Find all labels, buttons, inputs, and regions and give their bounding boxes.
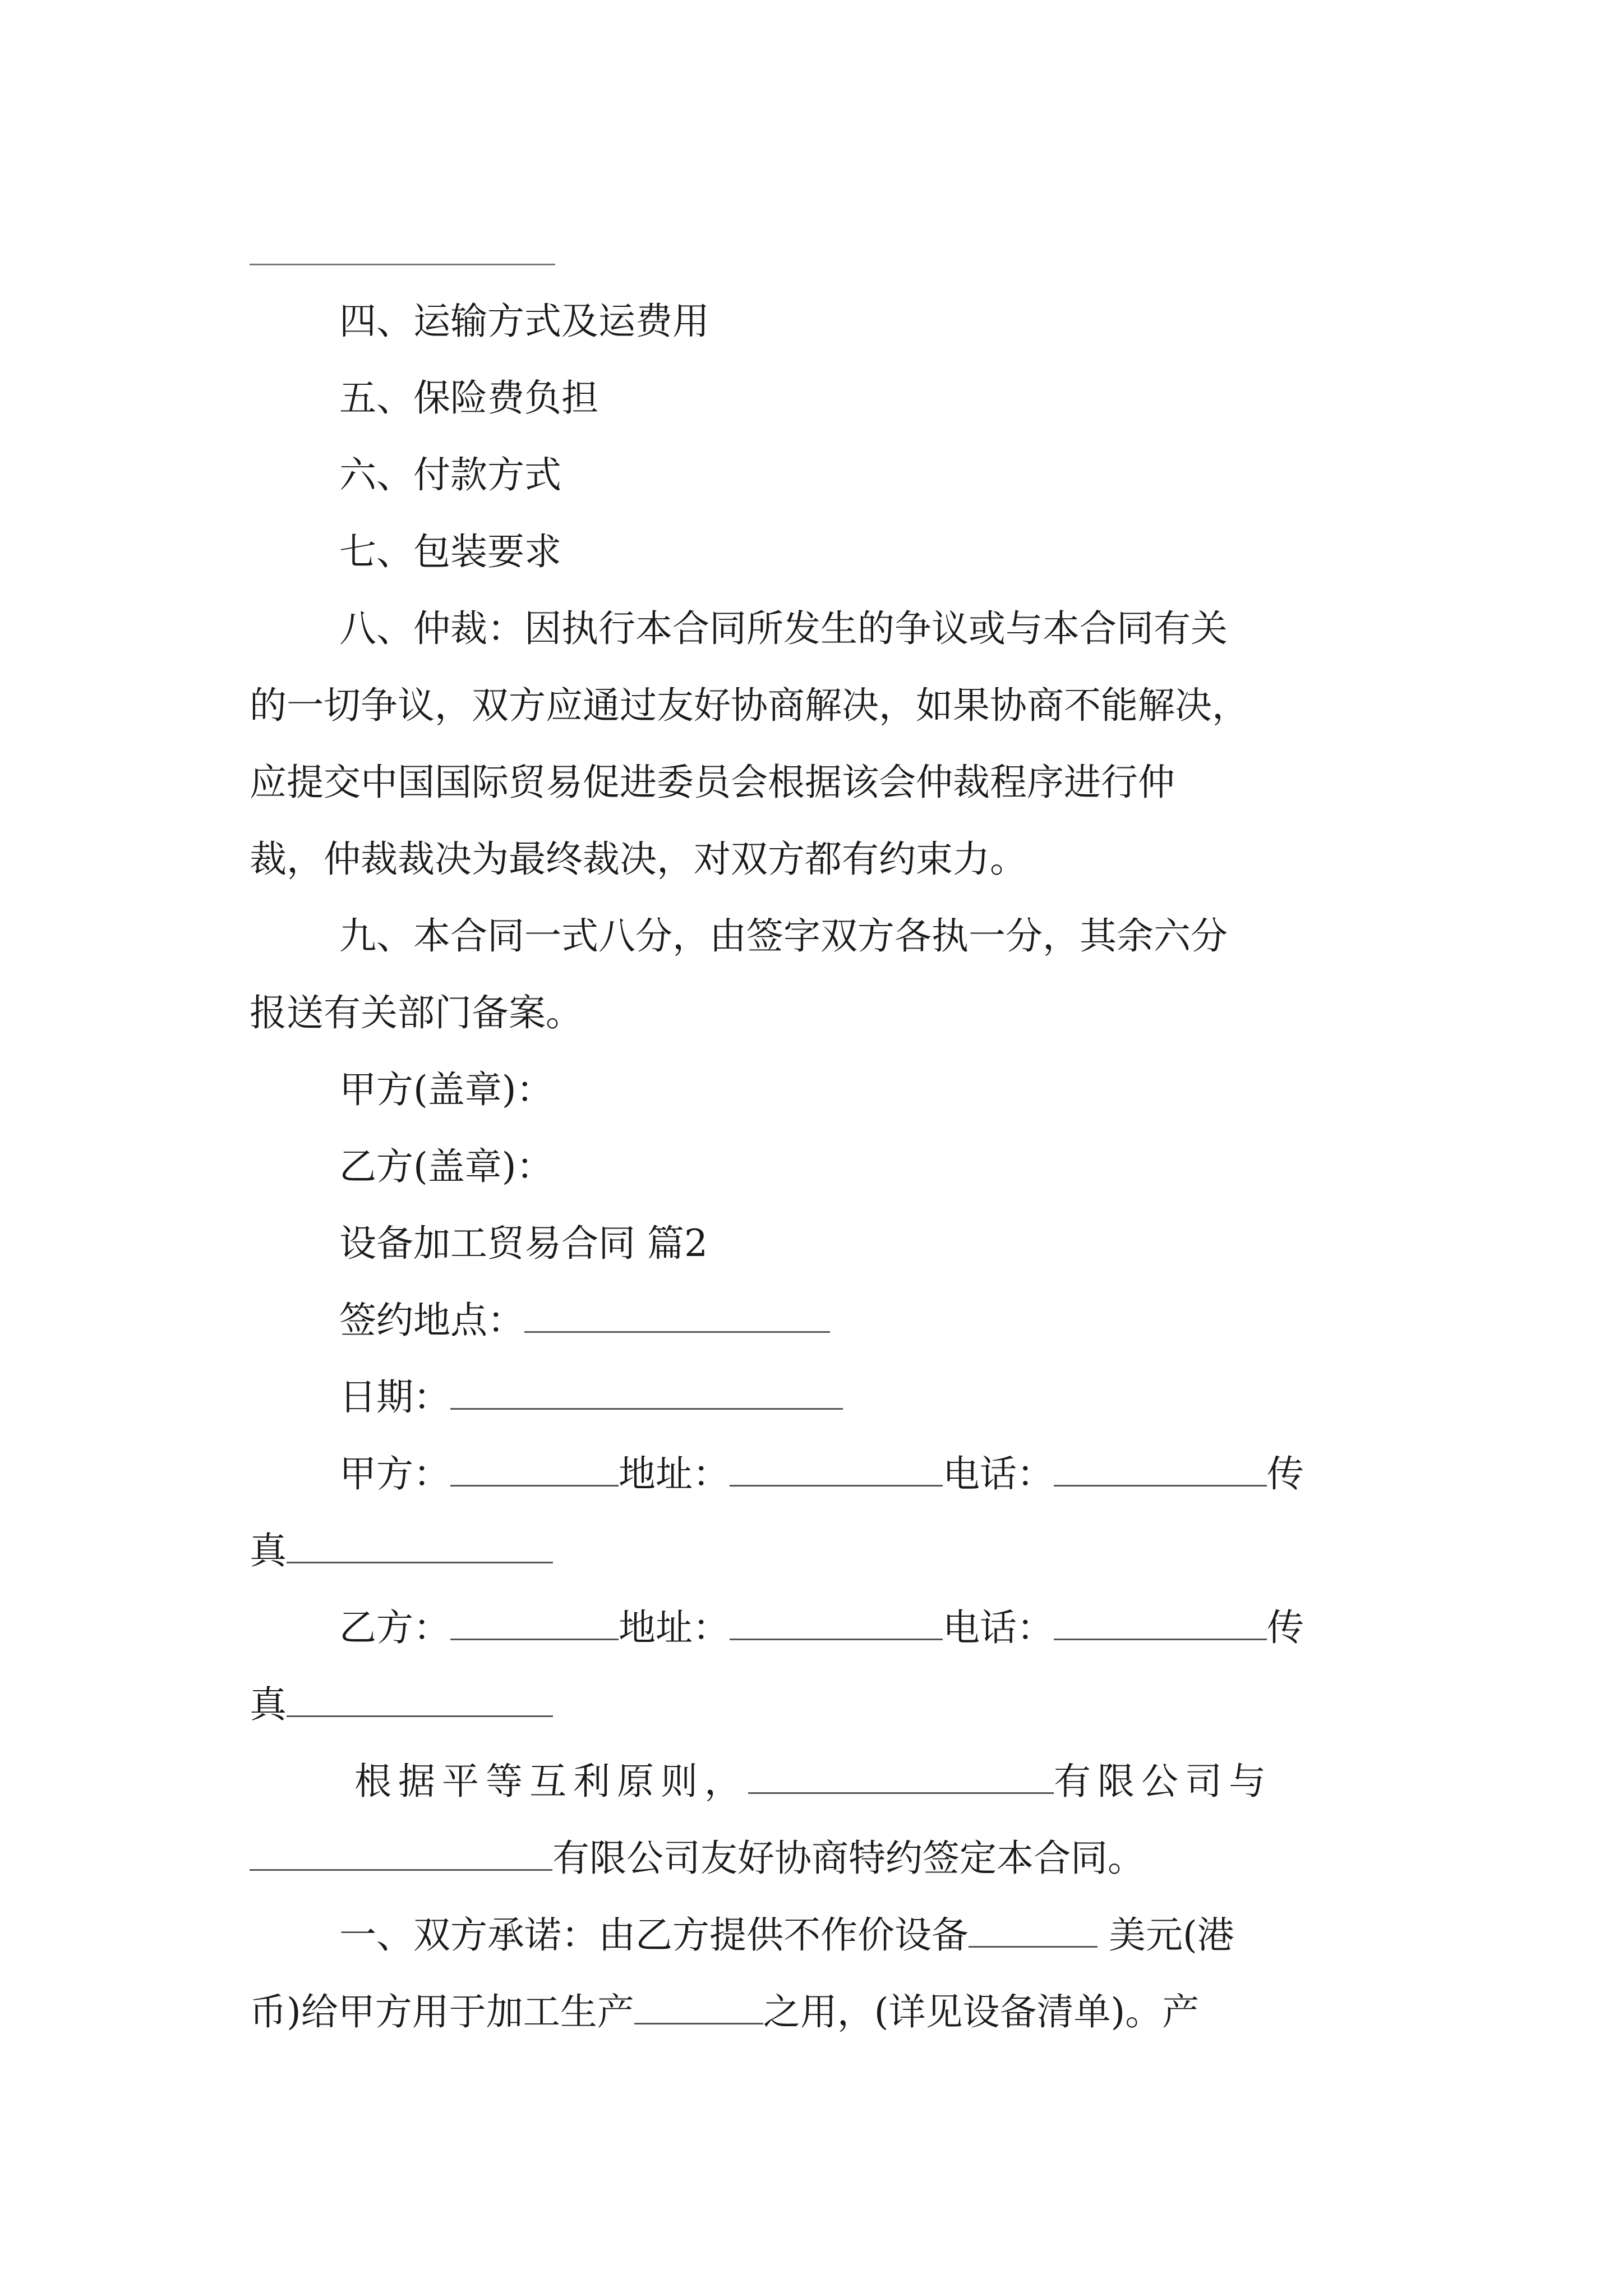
equipment-value-blank [969, 1911, 1098, 1948]
party-a-label: 甲方： [339, 1452, 450, 1496]
clause-7: 七、包装要求 [339, 530, 561, 573]
intro-text-1: 根据平等互利原则， [354, 1760, 748, 1803]
clause-8-line-4: 裁，仲裁裁决为最终裁决，对双方都有约束力。 [250, 838, 1027, 881]
party-a-phone-blank [1054, 1450, 1267, 1487]
clause-1-line-1 [339, 1907, 1394, 1963]
clause-1-text-b: 美元(港 [1109, 1913, 1234, 1957]
party-b-seal: 乙方(盖章)： [339, 1145, 554, 1188]
party-b-fax-label-2: 真 [250, 1683, 287, 1726]
company-2-blank [250, 1834, 552, 1871]
clause-8-line-3: 应提交中国国际贸易促进委员会根据该会仲裁程序进行仲 [250, 761, 1175, 804]
intro-line-2 [250, 1830, 1394, 1887]
party-a-info-row [339, 1446, 1394, 1502]
clause-9-line-1: 九、本合同一式八分，由签字双方各执一分，其余六分 [339, 914, 1228, 958]
party-b-label: 乙方： [339, 1606, 450, 1649]
party-a-phone-label: 电话： [943, 1452, 1054, 1496]
clause-8-line-2: 的一切争议，双方应通过友好协商解决，如果协商不能解决， [250, 684, 1249, 727]
intro-text-2: 有限公司友好协商特约签定本合同。 [552, 1837, 1145, 1880]
clause-5: 五、保险费负担 [339, 376, 598, 420]
clause-1-text-d: 之用，(详见设备清单)。产 [763, 1990, 1200, 2033]
party-b-phone-label: 电话： [943, 1606, 1054, 1649]
party-a-address-label: 地址： [619, 1452, 730, 1496]
sign-place-label: 签约地点： [339, 1299, 524, 1342]
sign-place-blank [524, 1296, 830, 1333]
section-heading: 设备加工贸易合同 篇2 [339, 1222, 708, 1265]
party-b-address-blank [730, 1604, 943, 1640]
clause-8-line-1: 八、仲裁：因执行本合同所发生的争议或与本合同有关 [339, 607, 1228, 650]
party-b-info-row [339, 1600, 1394, 1656]
party-a-fax-label: 传 [1267, 1452, 1304, 1496]
intro-line-1 [354, 1754, 1394, 1810]
company-1-blank [748, 1757, 1054, 1794]
date-label: 日期： [339, 1375, 450, 1419]
party-b-fax-label: 传 [1267, 1606, 1304, 1649]
top-blank-line [250, 264, 555, 265]
clause-1-text-c: 币)给甲方用于加工生产 [250, 1990, 634, 2033]
party-a-address-blank [730, 1450, 943, 1487]
date-blank [450, 1373, 843, 1410]
party-b-fax-row [250, 1677, 1394, 1733]
party-b-phone-blank [1054, 1604, 1267, 1640]
clause-1-line-2 [250, 1984, 1394, 2040]
party-a-seal: 甲方(盖章)： [339, 1068, 554, 1111]
date-row [339, 1369, 1394, 1425]
party-b-address-label: 地址： [619, 1606, 730, 1649]
intro-company-1: 有限公司与 [1054, 1760, 1272, 1803]
product-blank [634, 1988, 763, 2024]
clause-1-text-a: 一、双方承诺：由乙方提供不作价设备 [339, 1913, 969, 1957]
clause-4: 四、运输方式及运费用 [339, 300, 709, 343]
party-b-name-blank [450, 1604, 619, 1640]
clause-6: 六、付款方式 [339, 453, 561, 496]
party-b-fax-blank [287, 1681, 553, 1717]
party-a-fax-label-2: 真 [250, 1529, 287, 1572]
clause-9-line-2: 报送有关部门备案。 [250, 991, 583, 1034]
party-a-name-blank [450, 1450, 619, 1487]
party-a-fax-row [250, 1523, 1394, 1579]
party-a-fax-blank [287, 1527, 553, 1563]
sign-place-row [339, 1292, 1394, 1349]
